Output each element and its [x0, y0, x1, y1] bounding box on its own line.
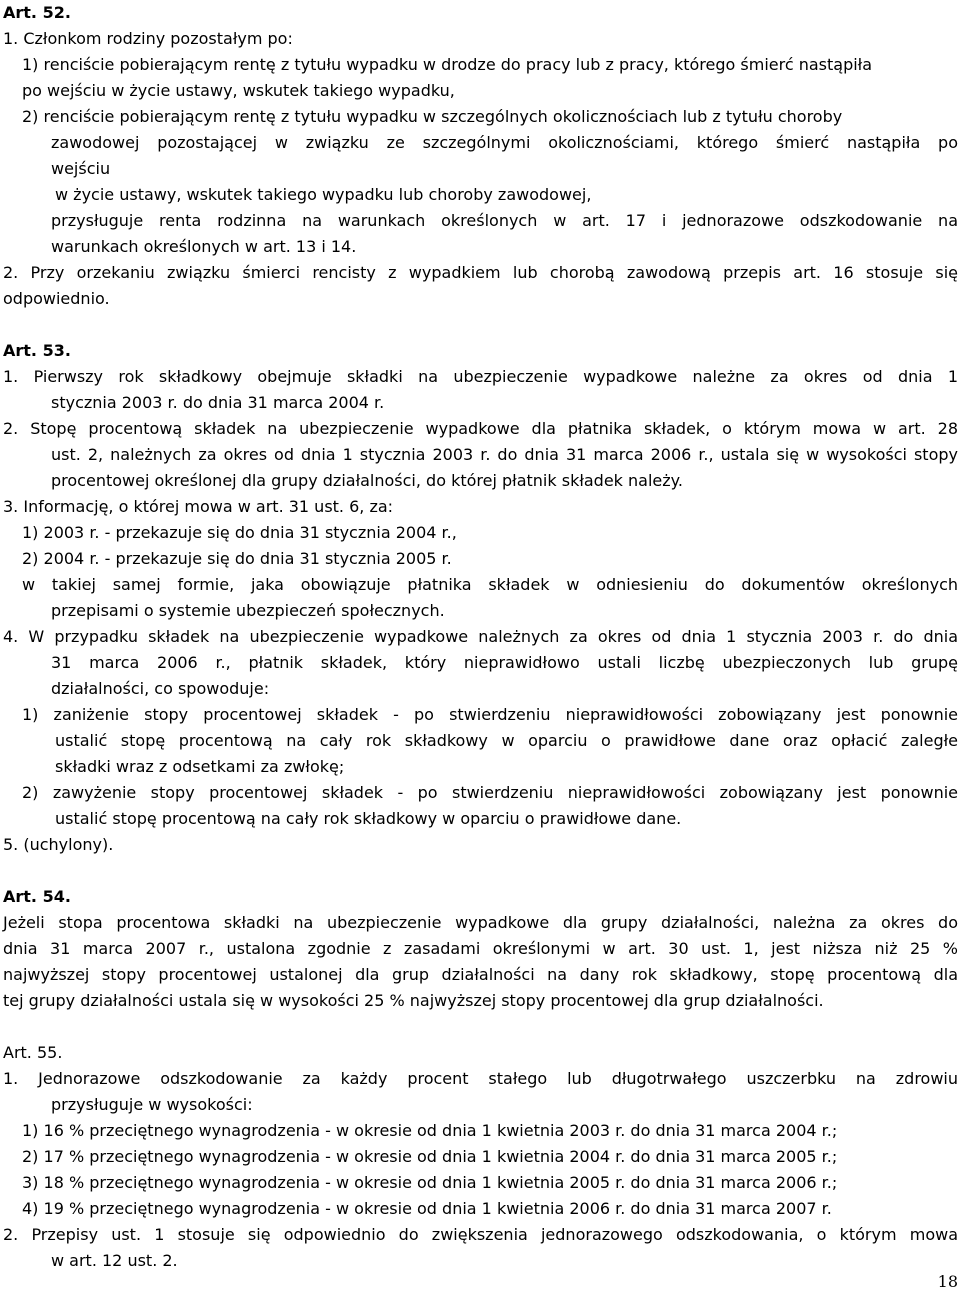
art53-line: 4. W przypadku składek na ubezpieczenie wypadkowe należnych za okres od dnia 1 stycznia 2003 r. do dnia	[3, 627, 958, 646]
art54-line: Jeżeli stopa procentowa składki na ubezpieczenie wypadkowe dla grupy działalności, należna za okres do	[3, 913, 958, 932]
art55-line: 3) 18 % przeciętnego wynagrodzenia - w okresie od dnia 1 kwietnia 2005 r. do dnia 31 marca 2006 r.;	[22, 1173, 838, 1192]
art52-line: 2. Przy orzekaniu związku śmierci rencisty z wypadkiem lub chorobą zawodową przepis art. 16 stosuje się	[3, 263, 958, 282]
art53-line: 31 marca 2006 r., płatnik składek, który nieprawidłowo ustali liczbę ubezpieczonych lub grupę	[51, 653, 958, 672]
art53-line: ustalić stopę procentową na cały rok składkowy w oparciu o prawidłowe dane oraz opłacić zaległe	[55, 731, 958, 750]
art55-line: 2. Przepisy ust. 1 stosuje się odpowiednio do zwiększenia jednorazowego odszkodowania, o którym mowa	[3, 1225, 958, 1244]
art53-line: 3. Informację, o której mowa w art. 31 ust. 6, za:	[3, 497, 394, 516]
art52-line: wejściu	[51, 159, 111, 178]
art54-line: dnia 31 marca 2007 r., ustalona zgodnie z zasadami określonymi w art. 30 ust. 1, jest niższa niż 25 %	[3, 939, 958, 958]
art52-line: warunkach określonych w art. 13 i 14.	[51, 237, 357, 256]
art53-line: procentowej określonej dla grupy działalności, do której płatnik składek należy.	[51, 471, 683, 490]
art53-line: ust. 2, należnych za okres od dnia 1 stycznia 2003 r. do dnia 31 marca 2006 r., ustala się w wysokości stopy	[51, 445, 958, 464]
art52-line: przysługuje renta rodzinna na warunkach określonych w art. 17 i jednorazowe odszkodowanie na	[51, 211, 958, 230]
art53-line: w takiej samej formie, jaka obowiązuje płatnika składek w odniesieniu do dokumentów określonych	[22, 575, 958, 594]
art53-line: 1) 2003 r. - przekazuje się do dnia 31 stycznia 2004 r.,	[22, 523, 457, 542]
article-54-heading: Art. 54.	[3, 887, 71, 906]
art53-line: 5. (uchylony).	[3, 835, 114, 854]
article-52-heading: Art. 52.	[3, 3, 71, 22]
art52-line: zawodowej pozostającej w związku ze szczególnymi okolicznościami, którego śmierć nastąpiła po	[51, 133, 958, 152]
art55-line: 1) 16 % przeciętnego wynagrodzenia - w okresie od dnia 1 kwietnia 2003 r. do dnia 31 marca 2004 r.;	[22, 1121, 838, 1140]
art53-line: 2. Stopę procentową składek na ubezpieczenie wypadkowe dla płatnika składek, o którym mowa w art. 28	[3, 419, 958, 438]
art53-line: składki wraz z odsetkami za zwłokę;	[55, 757, 345, 776]
art52-line: 1) renciście pobierającym rentę z tytułu wypadku w drodze do pracy lub z pracy, którego śmierć nastąpiła	[22, 55, 873, 74]
art53-line: 2) 2004 r. - przekazuje się do dnia 31 stycznia 2005 r.	[22, 549, 452, 568]
art53-line: 1. Pierwszy rok składkowy obejmuje składki na ubezpieczenie wypadkowe należne za okres od dnia 1	[3, 367, 958, 386]
art54-line: najwyższej stopy procentowej ustalonej dla grup działalności na dany rok składkowy, stopę procentową dla	[3, 965, 958, 984]
art55-line: 1. Jednorazowe odszkodowanie za każdy procent stałego lub długotrwałego uszczerbku na zdrowiu	[3, 1069, 958, 1088]
art55-line: przysługuje w wysokości:	[51, 1095, 253, 1114]
art55-line: w art. 12 ust. 2.	[51, 1251, 178, 1270]
art52-line: 1. Członkom rodziny pozostałym po:	[3, 29, 293, 48]
art53-line: 1) zaniżenie stopy procentowej składek - po stwierdzeniu nieprawidłowości zobowiązany jest ponownie	[22, 705, 958, 724]
art55-line: 4) 19 % przeciętnego wynagrodzenia - w okresie od dnia 1 kwietnia 2006 r. do dnia 31 marca 2007 r.	[22, 1199, 832, 1218]
page-number: 18	[937, 1272, 958, 1291]
art52-line: po wejściu w życie ustawy, wskutek takiego wypadku,	[22, 81, 455, 100]
art54-line: tej grupy działalności ustala się w wysokości 25 % najwyższej stopy procentowej dla grup działalności.	[3, 991, 824, 1010]
art53-line: stycznia 2003 r. do dnia 31 marca 2004 r.	[51, 393, 385, 412]
art53-line: 2) zawyżenie stopy procentowej składek - po stwierdzeniu nieprawidłowości zobowiązany jest ponownie	[22, 783, 958, 802]
art52-line: odpowiednio.	[3, 289, 110, 308]
art53-line: przepisami o systemie ubezpieczeń społecznych.	[51, 601, 445, 620]
art55-line: 2) 17 % przeciętnego wynagrodzenia - w okresie od dnia 1 kwietnia 2004 r. do dnia 31 marca 2005 r.;	[22, 1147, 838, 1166]
article-53-heading: Art. 53.	[3, 341, 71, 360]
document-page	[3, 0, 958, 1274]
article-55-heading: Art. 55.	[3, 1043, 63, 1062]
art52-line: w życie ustawy, wskutek takiego wypadku lub choroby zawodowej,	[55, 185, 592, 204]
art52-line: 2) renciście pobierającym rentę z tytułu wypadku w szczególnych okolicznościach lub z tytułu choroby	[22, 107, 843, 126]
art53-line: ustalić stopę procentową na cały rok składkowy w oparciu o prawidłowe dane.	[55, 809, 682, 828]
art53-line: działalności, co spowoduje:	[51, 679, 270, 698]
